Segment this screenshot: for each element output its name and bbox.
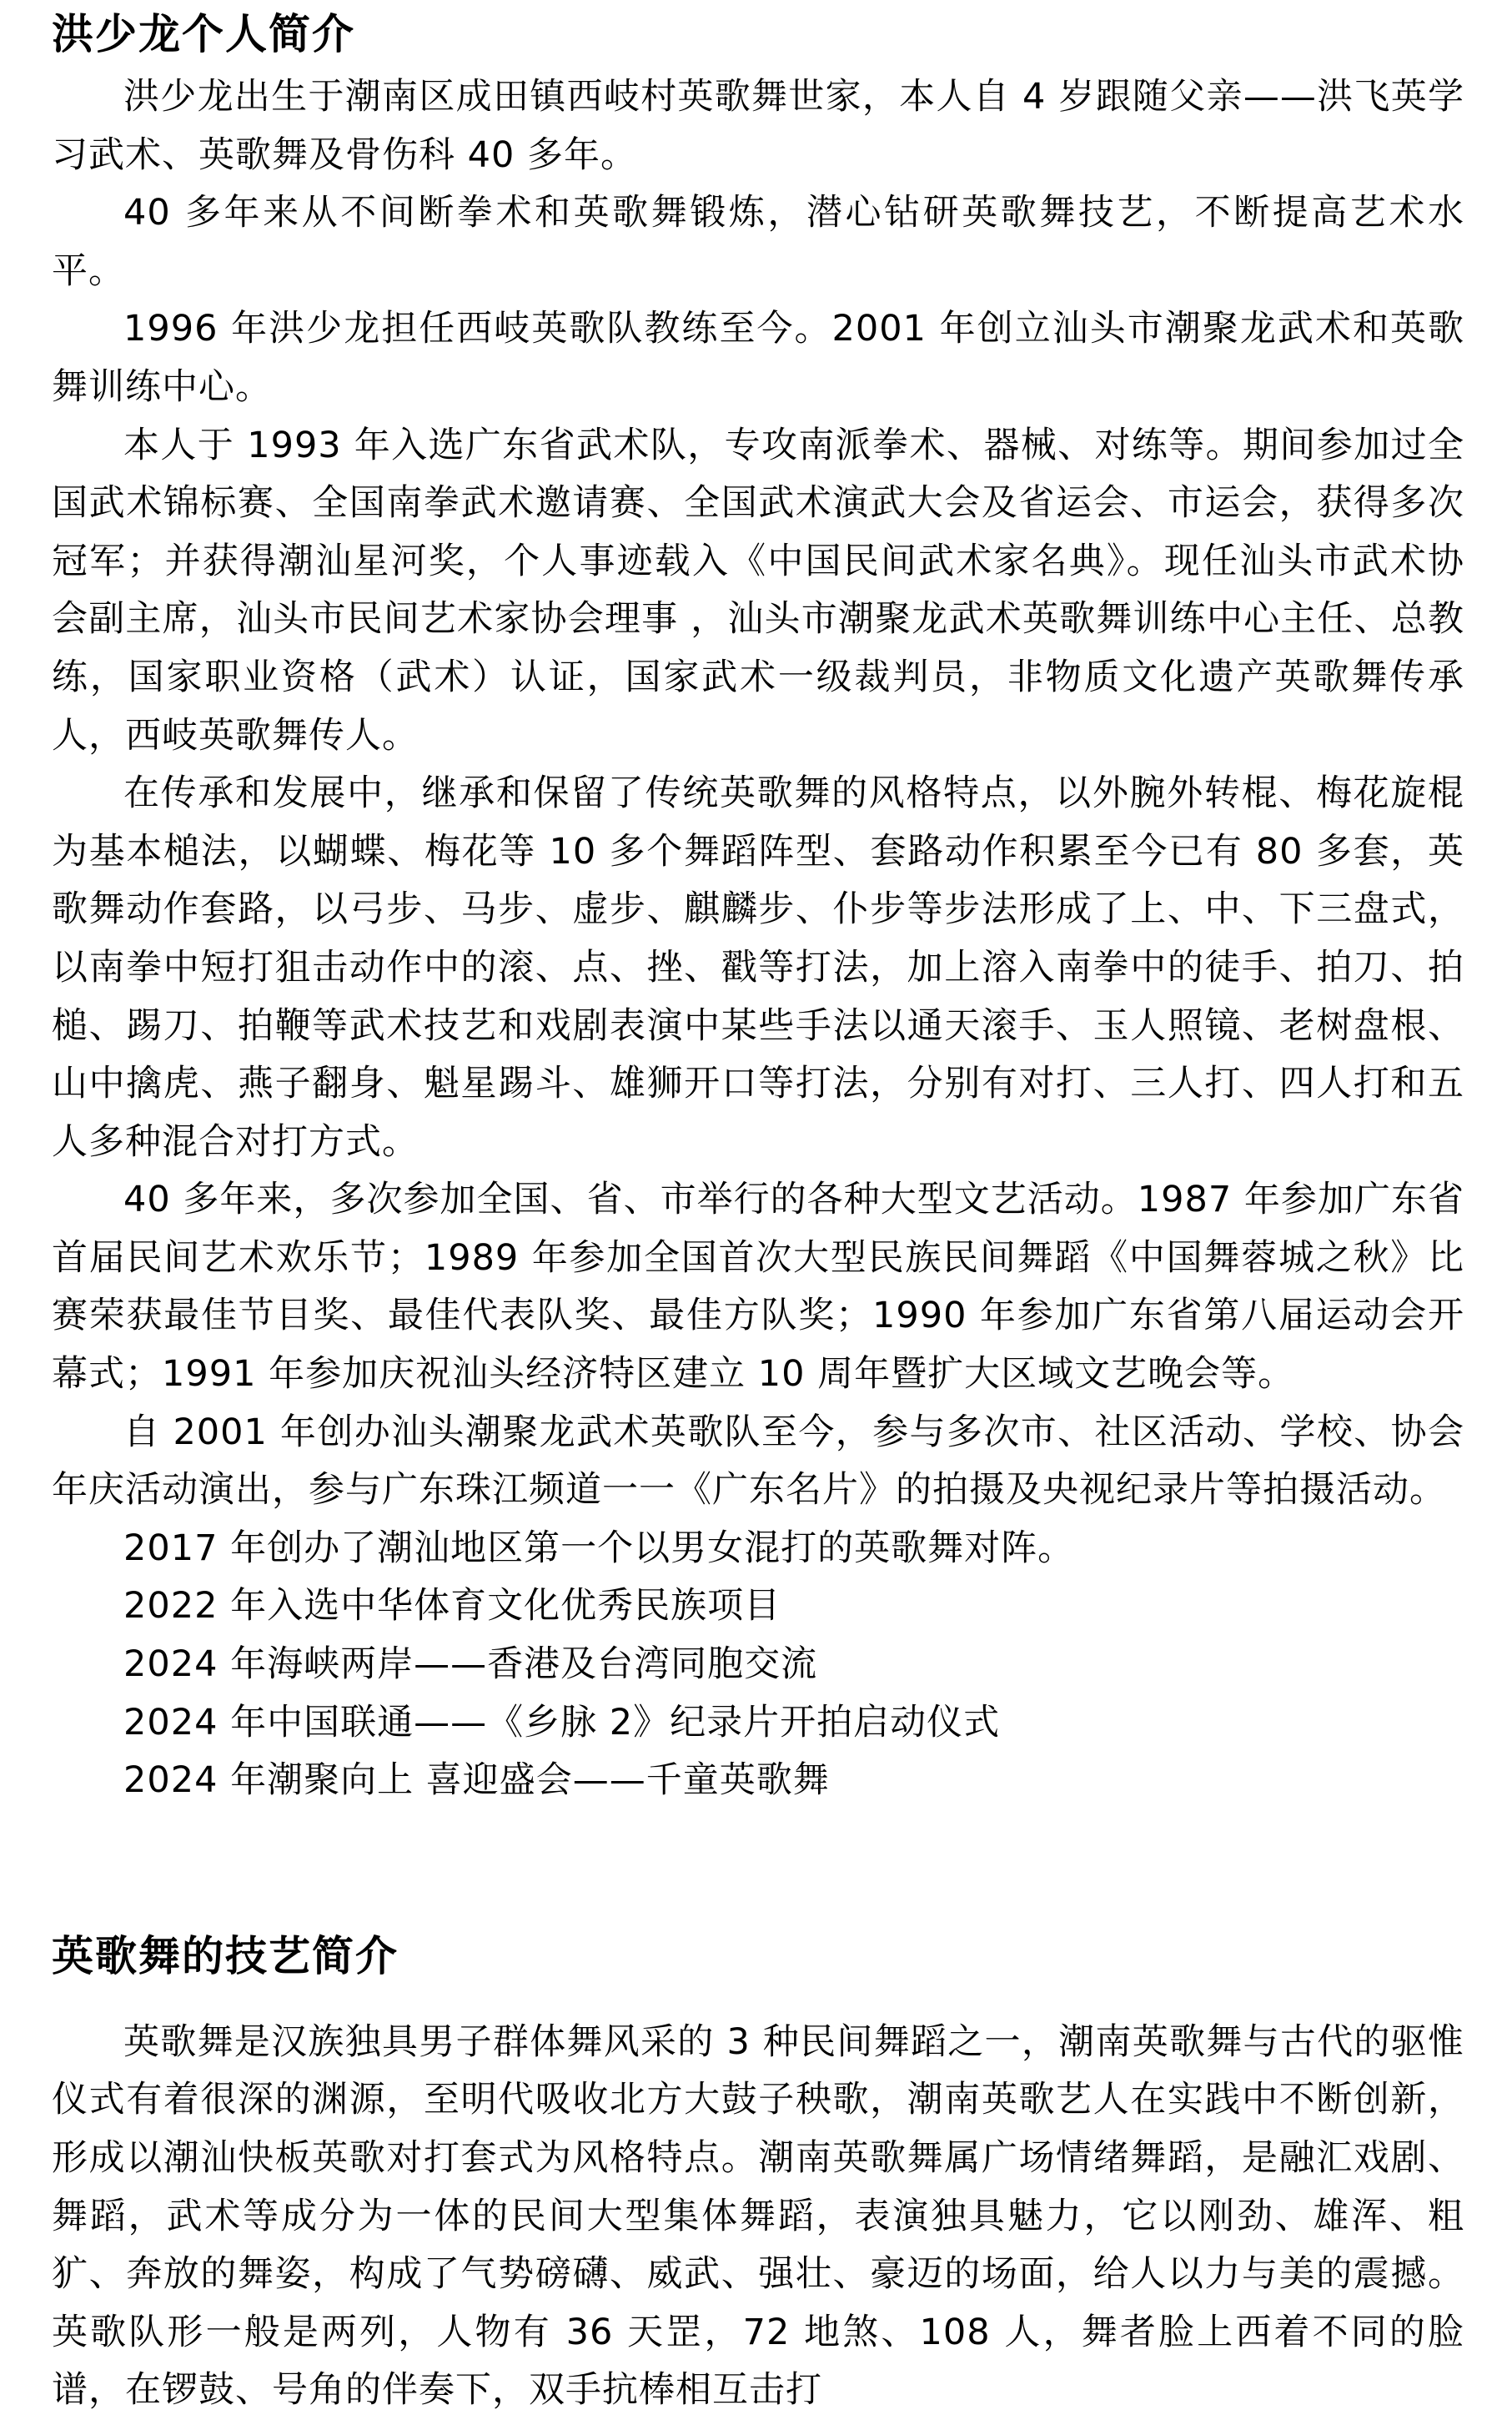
paragraph: 本人于 1993 年入选广东省武术队，专攻南派拳术、器械、对练等。期间参加过全国武术锦标赛、全国南拳武术邀请赛、全国武术演武大会及省运会、市运会，获得多次冠军；并获得潮汕星河奖，个人事迹载入《中国民间武术家名典》。现任汕头市武术协会副主席，汕头市民间艺术家协会理事 ，汕头市潮聚龙武术英歌舞训练中心主任、总教练，国家职业资格（武术）认证，国家武术一级裁判员，非物质文化遗产英歌舞传承人，西岐英歌舞传人。 [52,424,1464,757]
paragraph: 40 多年来从不间断拳术和英歌舞锻炼，潜心钻研英歌舞技艺，不断提高艺术水平。 [52,192,1464,292]
paragraph: 自 2001 年创办汕头潮聚龙武术英歌队至今，参与多次市、社区活动、学校、协会年庆活动演出，参与广东珠江频道一一《广东名片》的拍摄及央视纪录片等拍摄活动。 [52,1411,1464,1512]
event-item: 2024 年海峡两岸——香港及台湾同胞交流 [123,1643,818,1686]
event-item: 2022 年入选中华体育文化优秀民族项目 [123,1585,781,1628]
skills-body [52,2014,1464,2420]
paragraph: 40 多年来，多次参加全国、省、市举行的各种大型文艺活动。1987 年参加广东省首届民间艺术欢乐节；1989 年参加全国首次大型民族民间舞蹈《中国舞蓉城之秋》比赛荣获最佳节目奖、最佳代表队奖、最佳方队奖；1990 年参加广东省第八届运动会开幕式；1991 年参加庆祝汕头经济特区建立 10 周年暨扩大区域文艺晚会等。 [52,1179,1464,1396]
section-title-bio: 洪少龙个人简介 [52,10,355,58]
paragraph: 英歌舞是汉族独具男子群体舞风采的 3 种民间舞蹈之一，潮南英歌舞与古代的驱惟仪式有着很深的渊源，至明代吸收北方大鼓子秧歌，潮南英歌艺人在实践中不断创新，形成以潮汕快板英歌对打套式为风格特点。潮南英歌舞属广场情绪舞蹈，是融汇戏剧、舞蹈，武术等成分为一体的民间大型集体舞蹈，表演独具魅力，它以刚劲、雄浑、粗犷、奔放的舞姿，构成了气势磅礴、威武、强壮、豪迈的场面，给人以力与美的震撼。英歌队形一般是两列，人物有 36 天罡，72 地煞、108 人，舞者脸上西着不同的脸谱，在锣鼓、号角的伴奏下，双手抗棒相互击打 [52,2020,1464,2412]
event-item: 2024 年中国联通——《乡脉 2》纪录片开拍启动仪式 [123,1701,1001,1743]
bio-body [52,68,1464,1810]
event-item: 2024 年潮聚向上 喜迎盛会——千童英歌舞 [123,1759,830,1802]
paragraph: 1996 年洪少龙担任西岐英歌队教练至今。2001 年创立汕头市潮聚龙武术和英歌舞训练中心。 [52,308,1464,408]
event-item: 2017 年创办了潮汕地区第一个以男女混打的英歌舞对阵。 [123,1527,1075,1569]
events-list [52,1520,1464,1810]
paragraph: 洪少龙出生于潮南区成田镇西岐村英歌舞世家，本人自 4 岁跟随父亲——洪飞英学习武术、英歌舞及骨伤科 40 多年。 [52,76,1464,176]
paragraph: 在传承和发展中，继承和保留了传统英歌舞的风格特点，以外腕外转棍、梅花旋棍为基本槌法，以蝴蝶、梅花等 10 多个舞蹈阵型、套路动作积累至今已有 80 多套，英歌舞动作套路，以弓步、马步、虚步、麒麟步、仆步等步法形成了上、中、下三盘式，以南拳中短打狙击动作中的滚、点、挫、戳等打法，加上溶入南拳中的徒手、拍刀、拍槌、踢刀、拍鞭等武术技艺和戏剧表演中某些手法以通天滚手、玉人照镜、老树盘根、山中擒虎、燕子翻身、魁星踢斗、雄狮开口等打法，分别有对打、三人打、四人打和五人多种混合对打方式。 [52,772,1464,1163]
section-title-skills: 英歌舞的技艺简介 [52,1931,399,1980]
